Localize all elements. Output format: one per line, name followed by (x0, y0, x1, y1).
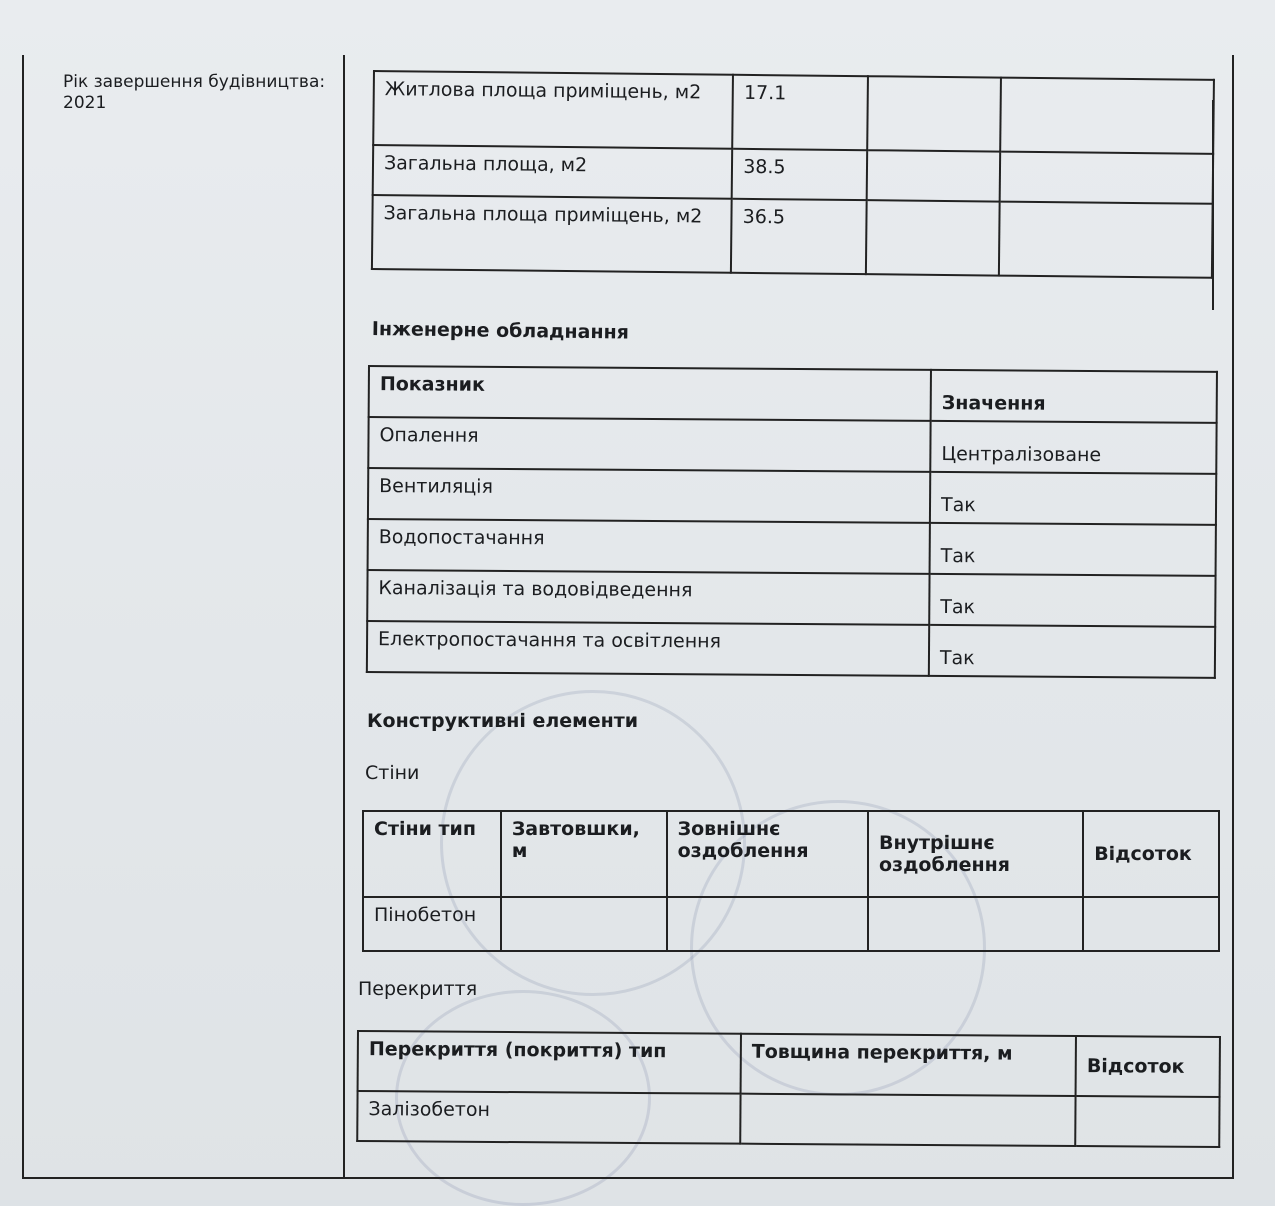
walls-interior-header: Внутрішнє оздоблення (868, 811, 1083, 897)
empty-cell (1083, 897, 1219, 951)
indicator-value: Так (930, 472, 1216, 525)
empty-cell (667, 897, 868, 951)
indicator-name: Вентиляція (368, 468, 930, 523)
floors-thickness-header: Товщина перекриття, м (740, 1034, 1076, 1096)
area-value: 38.5 (732, 149, 867, 200)
walls-exterior-header: Зовнішнє оздоблення (667, 811, 868, 897)
empty-cell (868, 897, 1083, 951)
floors-table (356, 1030, 1221, 1148)
area-value: 36.5 (731, 199, 867, 274)
structural-title: Конструктивні елементи (367, 710, 639, 732)
indicator-name: Водопостачання (368, 519, 930, 574)
value-header: Значення (931, 370, 1217, 423)
floors-subtitle: Перекриття (358, 978, 478, 1000)
table-row (367, 570, 1215, 627)
empty-cell (1000, 78, 1214, 154)
empty-cell (740, 1094, 1076, 1146)
completion-year-value: 2021 (63, 93, 107, 113)
empty-cell (1075, 1096, 1219, 1147)
empty-cell (999, 152, 1213, 204)
indicator-name: Електропостачання та освітлення (367, 621, 929, 676)
indicator-value: Так (930, 523, 1216, 576)
table-row (363, 897, 1219, 951)
walls-subtitle: Стіни (365, 762, 420, 784)
table-header-row (363, 811, 1219, 897)
area-label: Житлова площа приміщень, м2 (373, 71, 733, 149)
indicator-value: Централізоване (930, 421, 1216, 474)
area-label: Загальна площа приміщень, м2 (372, 195, 732, 273)
column-divider (343, 55, 345, 1177)
table-header-row (358, 1031, 1220, 1097)
floors-type-value: Залізобетон (357, 1091, 740, 1144)
indicator-name: Опалення (368, 417, 930, 472)
indicator-value: Так (929, 625, 1215, 678)
table-header-row (369, 366, 1217, 423)
walls-percent-header: Відсоток (1083, 811, 1219, 897)
walls-table (362, 810, 1220, 952)
walls-type-header: Стіни тип (363, 811, 501, 897)
table-row (372, 195, 1213, 278)
area-table (371, 70, 1215, 279)
area-label: Загальна площа, м2 (373, 145, 733, 199)
indicator-value: Так (929, 574, 1215, 627)
table-row (368, 417, 1216, 474)
empty-cell (501, 897, 667, 951)
empty-cell (866, 200, 999, 275)
empty-cell (867, 76, 1000, 151)
area-value: 17.1 (732, 75, 868, 150)
empty-cell (867, 150, 1000, 201)
table-row (368, 468, 1216, 525)
empty-cell (999, 202, 1213, 278)
floors-percent-header: Відсоток (1076, 1036, 1220, 1097)
indicator-name: Каналізація та водовідведення (367, 570, 929, 625)
engineering-title: Інженерне обладнання (371, 318, 630, 344)
indicator-header: Показник (369, 366, 931, 421)
walls-thickness-header: Завтовшки, м (501, 811, 667, 897)
engineering-table (366, 365, 1218, 679)
table-row (367, 621, 1215, 678)
walls-type-value: Пінобетон (363, 897, 501, 951)
table-row (368, 519, 1216, 576)
completion-year-label: Рік завершення будівництва: (63, 72, 326, 92)
table-row (373, 145, 1213, 204)
table-row (373, 71, 1214, 154)
table-row (357, 1091, 1219, 1147)
floors-type-header: Перекриття (покриття) тип (358, 1031, 741, 1094)
